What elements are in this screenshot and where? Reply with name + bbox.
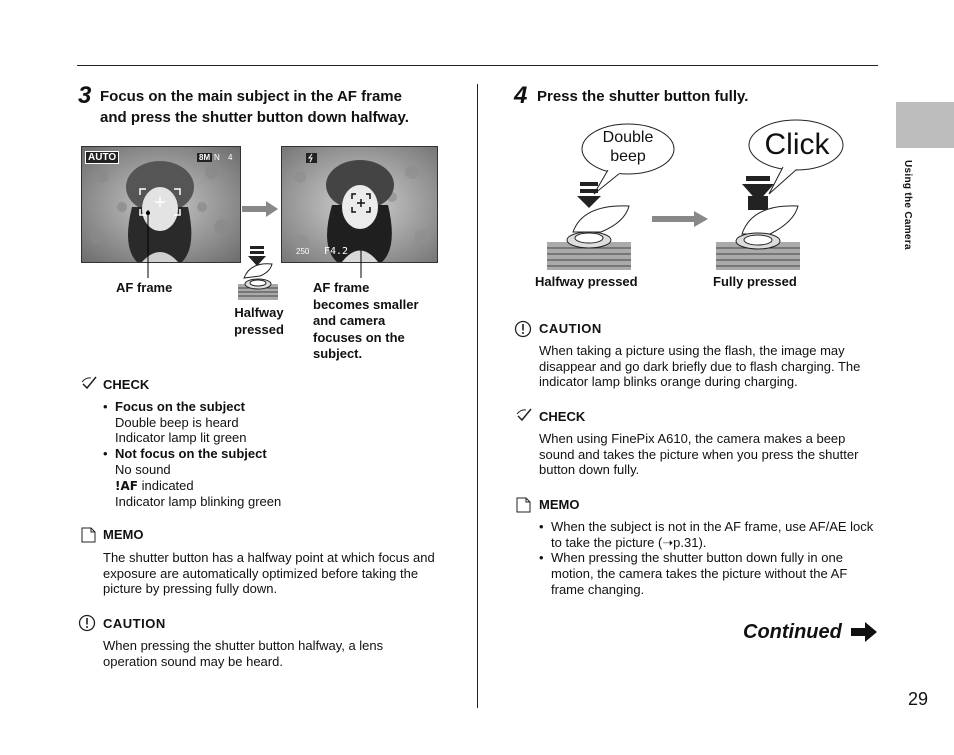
list-item: • Not focus on the subject No sound !AF indicated Indicator lamp blinking green bbox=[103, 446, 433, 510]
label-halfway-pressed: Halfway pressed bbox=[535, 274, 638, 289]
check-heading: CHECK bbox=[539, 409, 586, 424]
af-warning-icon: !AF bbox=[115, 478, 138, 493]
side-tab-label: Using the Camera bbox=[902, 160, 913, 250]
column-divider bbox=[477, 84, 478, 708]
caution-icon bbox=[514, 320, 532, 338]
shutter-fully-illustration bbox=[714, 176, 802, 272]
shots-remaining: 4 bbox=[228, 153, 233, 162]
caution-text: When taking a picture using the flash, the image may disappear and go dark briefly due to flash charging. The indicator lamp blinks orange during charging. bbox=[539, 343, 861, 390]
caution-heading: CAUTION bbox=[103, 616, 166, 631]
image-size: 8M bbox=[199, 153, 211, 162]
check-icon bbox=[515, 406, 533, 424]
check-text: When using FinePix A610, the camera makes a beep sound and takes the picture when you press the shutter button down fully. bbox=[539, 431, 859, 478]
step-title: Press the shutter button fully. bbox=[537, 88, 749, 105]
step-number: 3 bbox=[78, 82, 92, 109]
label-af-frame: AF frame bbox=[116, 280, 173, 295]
memo-heading: MEMO bbox=[103, 527, 144, 542]
bubble-text-click: Click bbox=[764, 128, 830, 161]
memo-icon bbox=[79, 526, 97, 544]
label-fully-pressed: Fully pressed bbox=[713, 274, 797, 289]
label-af-smaller: AF frame becomes smaller and camera focuses on the subject. bbox=[313, 280, 419, 361]
list-item: • When pressing the shutter button down fully in one motion, the camera takes the picture without the AF frame changing. bbox=[539, 550, 884, 597]
continued-arrow-icon bbox=[851, 622, 877, 642]
quality: N bbox=[214, 153, 220, 162]
memo-text: The shutter button has a halfway point at which focus and exposure are automatically optimized before taking the picture by pressing fully down. bbox=[103, 550, 435, 597]
step-number: 4 bbox=[514, 82, 528, 109]
shutter-speed: 250 bbox=[296, 247, 310, 256]
list-item: • Focus on the subject Double beep is heard Indicator lamp lit green bbox=[103, 399, 433, 446]
shutter-halfway-illustration bbox=[545, 180, 633, 272]
mode-badge: AUTO bbox=[85, 151, 119, 164]
bubble-text-beep: Double beep bbox=[602, 129, 654, 165]
aperture: F4.2 bbox=[324, 246, 349, 257]
shutter-halfway-icon bbox=[236, 244, 280, 302]
label-halfway-pressed: Halfway pressed bbox=[234, 305, 284, 337]
check-icon bbox=[80, 374, 98, 392]
step-title: Focus on the main subject in the AF frame and press the shutter button down halfway. bbox=[100, 88, 409, 126]
memo-heading: MEMO bbox=[539, 497, 580, 512]
check-list bbox=[103, 399, 433, 510]
arrow-right-icon bbox=[652, 211, 708, 227]
memo-list bbox=[539, 519, 884, 598]
top-rule bbox=[77, 65, 878, 66]
list-item: • When the subject is not in the AF frame, use AF/AE lock to take the picture (➝p.31). bbox=[539, 519, 884, 550]
caution-icon bbox=[78, 614, 96, 632]
caution-heading: CAUTION bbox=[539, 321, 602, 336]
section-tab bbox=[896, 102, 954, 148]
page-number: 29 bbox=[908, 689, 929, 709]
memo-icon bbox=[514, 496, 532, 514]
caution-text: When pressing the shutter button halfway, a lens operation sound may be heard. bbox=[103, 638, 384, 669]
check-heading: CHECK bbox=[103, 377, 150, 392]
continued-label: Continued bbox=[743, 621, 842, 643]
